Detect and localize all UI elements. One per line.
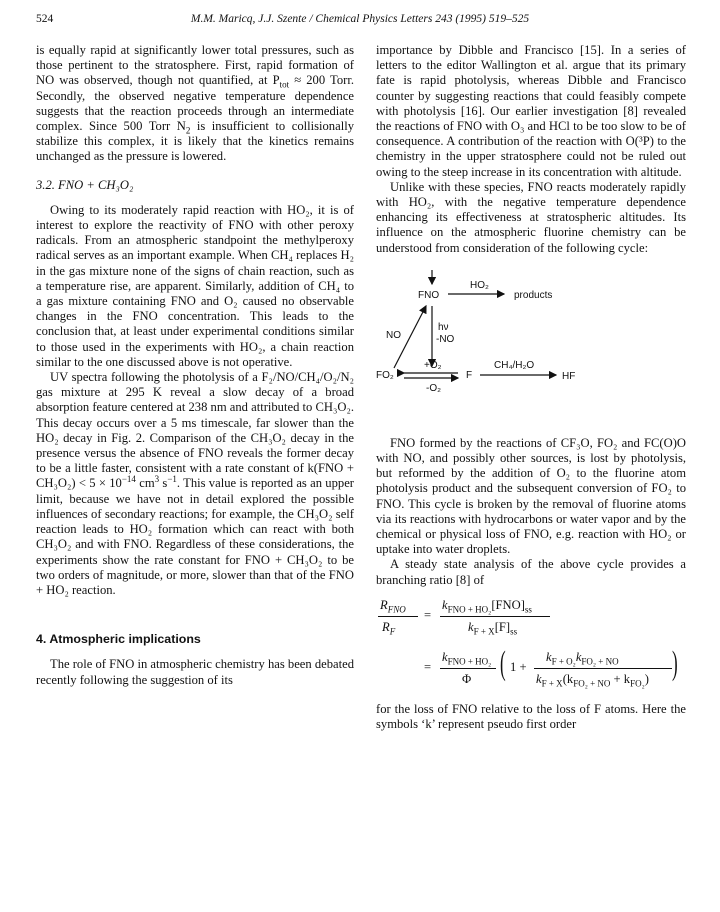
eq-r-f: $R_F$: [382, 619, 396, 637]
paragraph: A steady state analysis of the above cycle provides a branching ratio [8] of: [376, 557, 686, 587]
cycle-fo2: FO₂: [376, 369, 394, 381]
eq-right-paren: ): [672, 644, 678, 682]
section-heading-3-2: 3.2. FNO + CH₃O₂: [36, 177, 134, 192]
eq-fraction-bar: [440, 616, 550, 617]
running-title: M.M. Maricq, J.J. Szente / Chemical Physics Letters 243 (1995) 519–525: [190, 13, 530, 25]
cycle-f: F: [466, 369, 473, 381]
eq-left-paren: (: [500, 644, 506, 682]
cycle-hf: HF: [562, 370, 576, 382]
fluorine-cycle-diagram: [376, 262, 686, 430]
cycle-minus-o2: -O₂: [426, 382, 441, 394]
eq-fraction-bar: [440, 668, 496, 669]
eq-numerator-1: $k_{FNO + HO_2}[FNO]_{ss}$: [442, 597, 532, 615]
eq-phi: Φ: [462, 671, 472, 686]
cycle-minus-no: -NO: [436, 333, 455, 345]
paragraph: FNO formed by the reactions of CF₃O, FO₂ and FC(O)O with NO, and possibly other sources, is lost by photolysis, but reformed by the addition of O₂ to the fluorine atom photolysis product and the subsequent conversion of FO₂ to FNO. This cycle is broken by the removal of fluorine atoms via its reactions with hydrocarbons or water vapor and by the chemical or physical loss of FNO, e.g. reaction with HO₂ or uptake into water droplets.: [376, 435, 686, 557]
cycle-products: products: [514, 289, 553, 301]
eq-equals-2: =: [424, 659, 432, 674]
paragraph: Unlike with these species, FNO reacts moderately rapidly with HO₂, with the negative temperature dependence enhancing its effectiveness at stratospheric altitudes. Its influence on the atmospheric fluorine chemistry can be understood from consideration of the following cycle:: [376, 179, 686, 255]
eq-numerator-2: $k_{FNO + HO_2}$: [442, 649, 492, 667]
section-heading-4: 4. Atmospheric implications: [36, 632, 201, 647]
left-column: [36, 43, 354, 688]
eq-numerator-3: $k_{F + O_2}k_{FO_2 + NO}$: [546, 649, 619, 667]
eq-equals-1: =: [424, 607, 432, 622]
cycle-plus-o2: +O₂: [424, 359, 442, 371]
eq-denominator-1: $k_{F + X}[F]_{ss}$: [468, 619, 518, 637]
paragraph: The role of FNO in atmospheric chemistry has been debated recently following the suggestion of its: [36, 657, 354, 687]
cycle-hv: hν: [438, 321, 449, 333]
running-header: [36, 13, 684, 29]
paragraph: importance by Dibble and Francisco [15]. In a series of letters to the editor Wallington et al. argue that its primary fate is rapid photolysis, whereas Dibble and Francisco counter by suggesting reactions that could feasibly compete with photolysis [16]. Our earlier investigation [8] revealed the reactions of FNO with O₃ and HCl to be too slow to be of consequence. A contribution of the reaction with O(³P) to the chemistry in the upper stratosphere could not be ruled out owing to the steep increase in its concentration with altitude.: [376, 43, 686, 179]
paragraph: UV spectra following the photolysis of a F₂/NO/CH₄/O₂/N₂ gas mixture at 295 K reveal a slow decay of a broad absorption feature centered at 238 nm and attributed to CH₃O₂. This decay occurs over a 5 ms timescale, far slower than the HO₂ decay in Fig. 2. Comparison of the CH₃O₂ decay in the presence versus the absence of FNO reveals the former decay to be a little faster, consistent with a rate constant of $k(FNO + CH_3O_2) < 5 \times 10^{-14}$ $cm^3$ $s^{-1}$. This value is reported as an upper limit, because we have not in detail explored the possible influences of secondary reactions; for example, the CH₃O₂ self reaction leads to HO₂ formation which can react with both CH₃O₂ and with FNO. Regardless of these considerations, the experiments show the rate constant for FNO + CH₃O₂ to be two orders of magnitude, or more, slower than that of the FNO + HO₂ reaction.: [36, 370, 354, 597]
cycle-fno: FNO: [418, 289, 440, 301]
cycle-ch4h2o: CH₄/H₂O: [494, 359, 535, 371]
paragraph: Owing to its moderately rapid reaction with HO₂, it is of interest to explore the reactivity of FNO with other peroxy radicals. From an atmospheric standpoint the methylperoxy radical serves as an important example. When CH₄ replaces H₂ in the gas mixture none of the signs of chain reaction, such as a temperature rise, are apparent. Similarly, addition of CH₄ to a gas mixture containing FNO and O₂ caused no observable changes in the FNO concentration. This leads to the conclusion that, at least under experimental conditions similar to those used in the experiments with HO₂, a chain reaction similar to the one discussed above is not operative.: [36, 202, 354, 369]
paragraph: is equally rapid at significantly lower total pressures, such as those pertinent to the stratosphere. First, rapid formation of NO was observed, though not quantified, at $P_{tot} \approx 200$ Torr. Secondly, the observed negative temperature dependence suggests that the reaction proceeds through an intermediate complex. Since 500 Torr $N_2$ is insufficient to collisionally stabilize this complex, it is likely that the kinetics remains unchanged as the pressure is lowered.: [36, 43, 354, 164]
right-column: [376, 43, 686, 732]
eq-denominator-3: $k_{F + X}(k_{FO_2 + NO} + k_{FO_2})$: [536, 671, 649, 689]
cycle-no: NO: [386, 329, 401, 341]
eq-fraction-bar: [534, 668, 672, 669]
eq-fraction-bar: [378, 616, 418, 617]
eq-one-plus: 1 +: [510, 659, 527, 674]
cycle-ho2: HO₂: [470, 279, 489, 291]
page-number: 524: [36, 13, 54, 25]
eq-r-fno: $R_{FNO}$: [380, 597, 406, 615]
branching-ratio-equation: [376, 594, 686, 696]
paragraph: for the loss of FNO relative to the loss of F atoms. Here the symbols ‘k’ represent pseudo first order: [376, 701, 686, 732]
